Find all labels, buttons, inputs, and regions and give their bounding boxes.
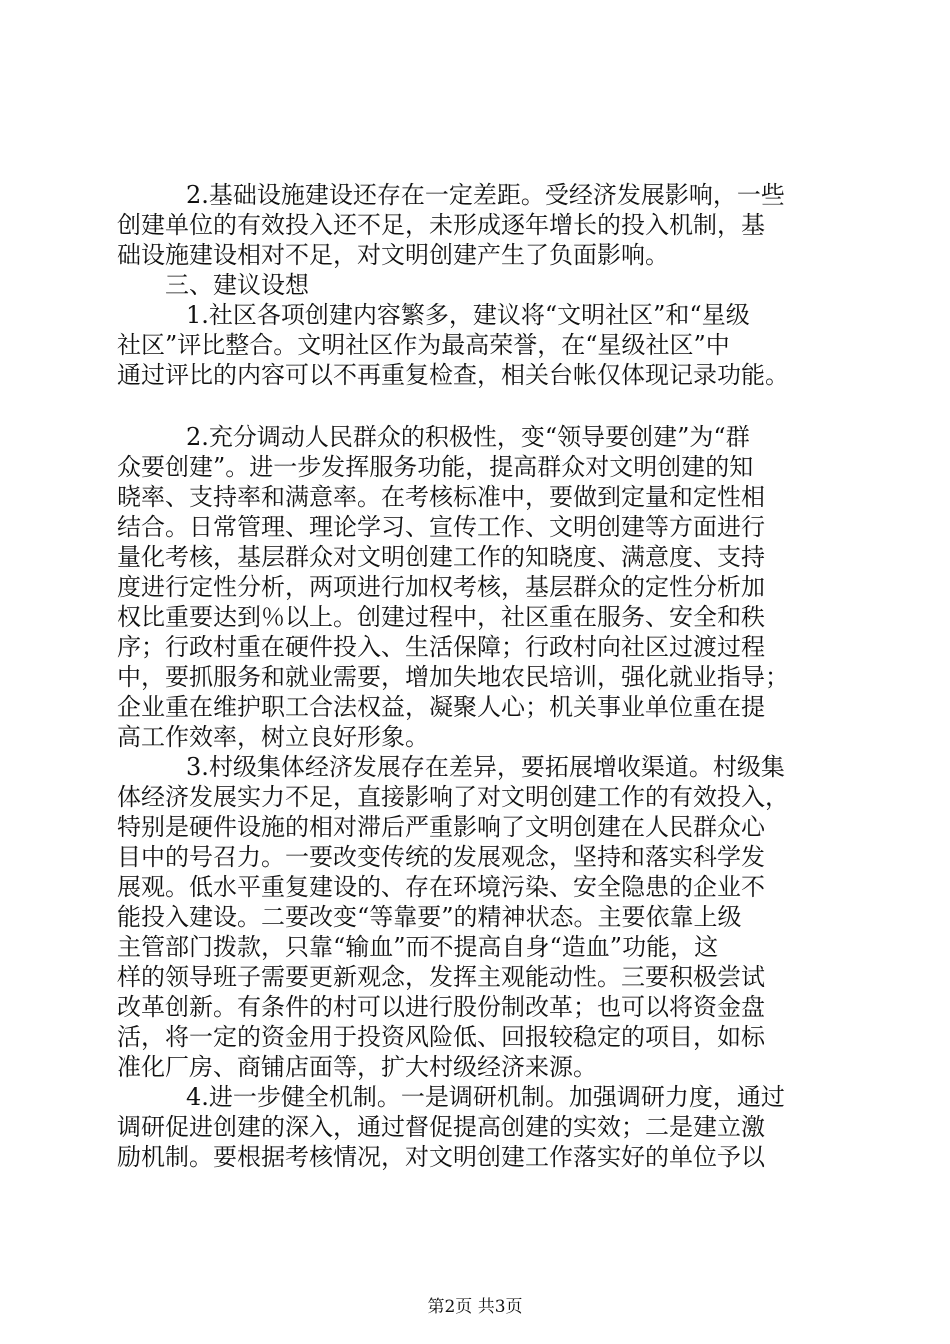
text-line: 权比重要达到％以上。创建过程中，社区重在服务、安全和秩 bbox=[117, 603, 765, 631]
text-line: 序；行政村重在硬件投入、生活保障；行政村向社区过渡过程 bbox=[117, 633, 765, 661]
page-footer: 第2页 共3页 bbox=[427, 1297, 523, 1317]
text-line: 主管部门拨款，只靠“输血”而不提高自身“造血”功能，这 bbox=[117, 933, 719, 961]
text-line: 改革创新。有条件的村可以进行股份制改革；也可以将资金盘 bbox=[117, 993, 765, 1021]
text-line: 能投入建设。二要改变“等靠要”的精神状态。主要依靠上级 bbox=[117, 903, 742, 931]
text-line: 中，要抓服务和就业需要，增加失地农民培训，强化就业指导； bbox=[117, 663, 789, 691]
text-line: 创建单位的有效投入还不足，未形成逐年增长的投入机制，基 bbox=[117, 211, 765, 239]
text-line: 励机制。要根据考核情况，对文明创建工作落实好的单位予以 bbox=[117, 1143, 765, 1171]
text-line: 体经济发展实力不足，直接影响了对文明创建工作的有效投入， bbox=[117, 783, 789, 811]
text-line: 展观。低水平重复建设的、存在环境污染、安全隐患的企业不 bbox=[117, 873, 765, 901]
text-line: 目中的号召力。一要改变传统的发展观念，坚持和落实科学发 bbox=[117, 843, 765, 871]
text-line: 度进行定性分析，两项进行加权考核，基层群众的定性分析加 bbox=[117, 573, 765, 601]
text-line: 准化厂房、商铺店面等，扩大村级经济来源。 bbox=[117, 1053, 597, 1081]
text-line: 众要创建”。进一步发挥服务功能，提高群众对文明创建的知 bbox=[117, 453, 754, 481]
text-line: 企业重在维护职工合法权益，凝聚人心；机关事业单位重在提 bbox=[117, 693, 765, 721]
text-line: 样的领导班子需要更新观念，发挥主观能动性。三要积极尝试 bbox=[117, 963, 765, 991]
text-line: 2.基础设施建设还存在一定差距。受经济发展影响，一些 bbox=[186, 181, 785, 209]
text-line: 通过评比的内容可以不再重复检查，相关台帐仅体现记录功能。 bbox=[117, 361, 789, 389]
text-line: 活，将一定的资金用于投资风险低、回报较稳定的项目，如标 bbox=[117, 1023, 765, 1051]
text-line: 量化考核，基层群众对文明创建工作的知晓度、满意度、支持 bbox=[117, 543, 765, 571]
text-line: 社区”评比整合。文明社区作为最高荣誉，在“星级社区”中 bbox=[117, 331, 730, 359]
text-line: 础设施建设相对不足，对文明创建产生了负面影响。 bbox=[117, 241, 669, 269]
section-heading: 三、建议设想 bbox=[165, 271, 309, 299]
text-line: 3.村级集体经济发展存在差异，要拓展增收渠道。村级集 bbox=[186, 753, 785, 781]
text-line: 晓率、支持率和满意率。在考核标准中，要做到定量和定性相 bbox=[117, 483, 765, 511]
text-line: 2.充分调动人民群众的积极性，变“领导要创建”为“群 bbox=[186, 423, 750, 451]
text-line: 高工作效率，树立良好形象。 bbox=[117, 723, 429, 751]
text-line: 特别是硬件设施的相对滞后严重影响了文明创建在人民群众心 bbox=[117, 813, 765, 841]
text-line: 结合。日常管理、理论学习、宣传工作、文明创建等方面进行 bbox=[117, 513, 765, 541]
text-line: 调研促进创建的深入，通过督促提高创建的实效；二是建立激 bbox=[117, 1113, 765, 1141]
text-line: 1.社区各项创建内容繁多，建议将“文明社区”和“星级 bbox=[186, 301, 750, 329]
text-line: 4.进一步健全机制。一是调研机制。加强调研力度，通过 bbox=[186, 1083, 785, 1111]
